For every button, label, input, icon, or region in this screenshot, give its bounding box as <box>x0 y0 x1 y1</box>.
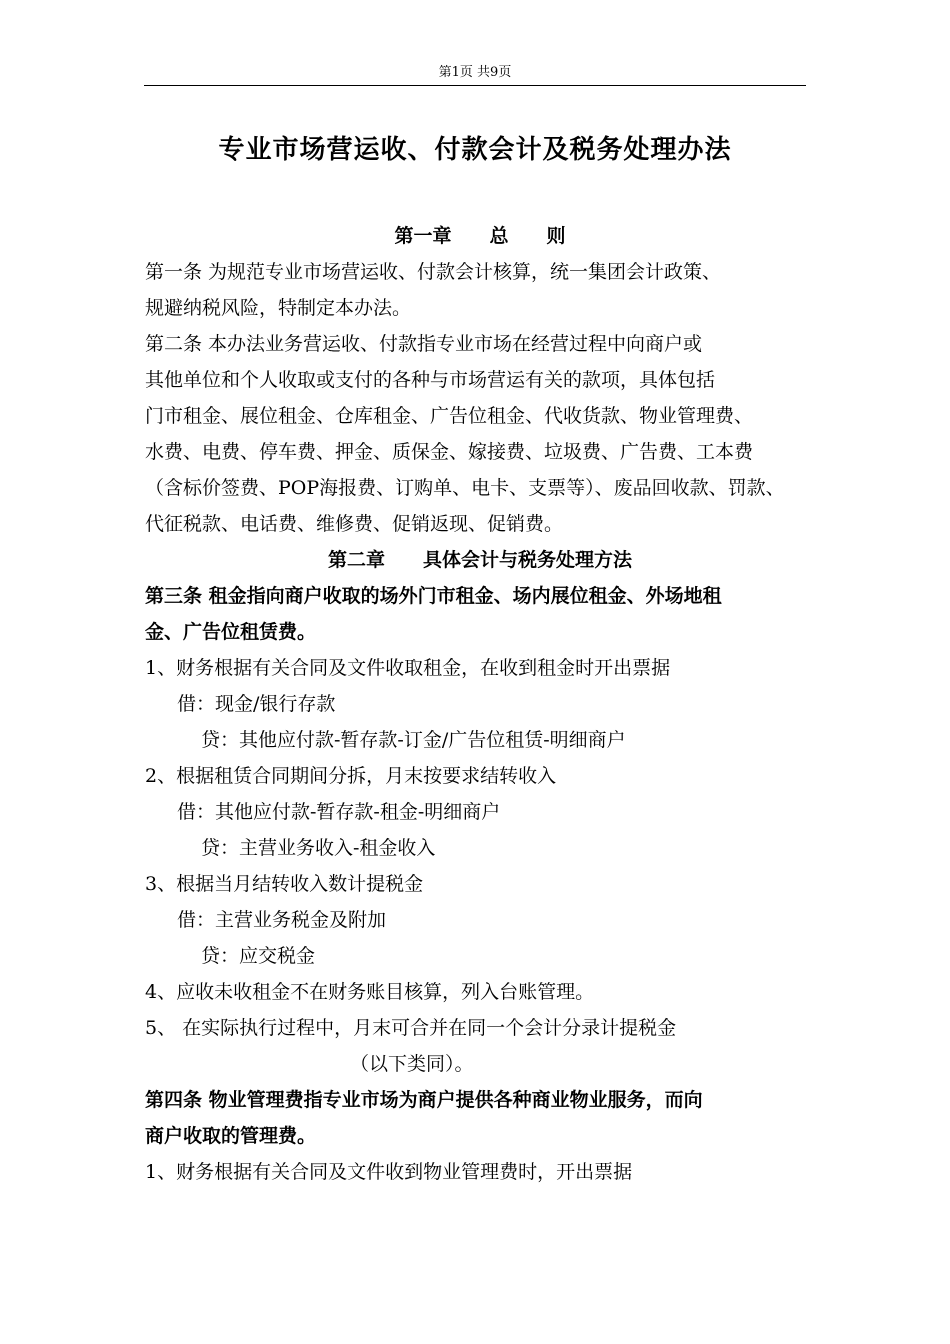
debit-entry: 借：其他应付款-暂存款-租金-明细商户 <box>177 801 501 823</box>
list-item: 1、财务根据有关合同及文件收到物业管理费时，开出票据 <box>145 1161 633 1183</box>
credit-entry: 贷：应交税金 <box>201 945 316 967</box>
document-title: 专业市场营运收、付款会计及税务处理办法 <box>218 135 732 165</box>
article-heading: 金、广告位租赁费。 <box>145 621 317 643</box>
paragraph-line: 第一条 为规范专业市场营运收、付款会计核算，统一集团会计政策、 <box>145 261 722 283</box>
paragraph-line: （含标价签费、POP海报费、订购单、电卡、支票等）、废品回收款、罚款、 <box>145 477 785 499</box>
paragraph-line: 其他单位和个人收取或支付的各种与市场营运有关的款项，具体包括 <box>145 369 716 391</box>
paragraph-line: 第二条 本办法业务营运收、付款指专业市场在经营过程中向商户或 <box>145 333 703 355</box>
page-indicator: 第1页 共9页 <box>438 65 512 80</box>
article-heading: 商户收取的管理费。 <box>145 1125 317 1147</box>
reference-note: （以下类同）。 <box>350 1053 474 1075</box>
list-item: 5、 在实际执行过程中，月末可合并在同一个会计分录计提税金 <box>145 1017 677 1039</box>
list-item: 1、财务根据有关合同及文件收取租金，在收到租金时开出票据 <box>145 657 671 679</box>
article-heading: 第四条 物业管理费指专业市场为商户提供各种商业物业服务，而向 <box>145 1089 703 1111</box>
debit-entry: 借：现金/银行存款 <box>177 693 336 715</box>
list-item: 4、应收未收租金不在财务账目核算，列入台账管理。 <box>145 981 595 1003</box>
article-heading: 第三条 租金指向商户收取的场外门市租金、场内展位租金、外场地租 <box>145 585 722 607</box>
header-rule <box>144 85 806 86</box>
document-body <box>145 218 815 1190</box>
paragraph-line: 门市租金、展位租金、仓库租金、广告位租金、代收货款、物业管理费、 <box>145 405 754 427</box>
paragraph-line: 代征税款、电话费、维修费、促销返现、促销费。 <box>145 513 564 535</box>
debit-entry: 借：主营业务税金及附加 <box>177 909 387 931</box>
credit-entry: 贷：其他应付款-暂存款-订金/广告位租赁-明细商户 <box>201 729 626 751</box>
paragraph-line: 规避纳税风险，特制定本办法。 <box>145 297 412 319</box>
chapter-heading: 第一章 总 则 <box>394 225 566 247</box>
chapter-heading: 第二章 具体会计与税务处理方法 <box>327 549 632 571</box>
paragraph-line: 水费、电费、停车费、押金、质保金、嫁接费、垃圾费、广告费、工本费 <box>145 441 754 463</box>
list-item: 2、根据租赁合同期间分拆，月末按要求结转收入 <box>145 765 557 787</box>
credit-entry: 贷：主营业务收入-租金收入 <box>201 837 436 859</box>
list-item: 3、根据当月结转收入数计提税金 <box>145 873 424 895</box>
